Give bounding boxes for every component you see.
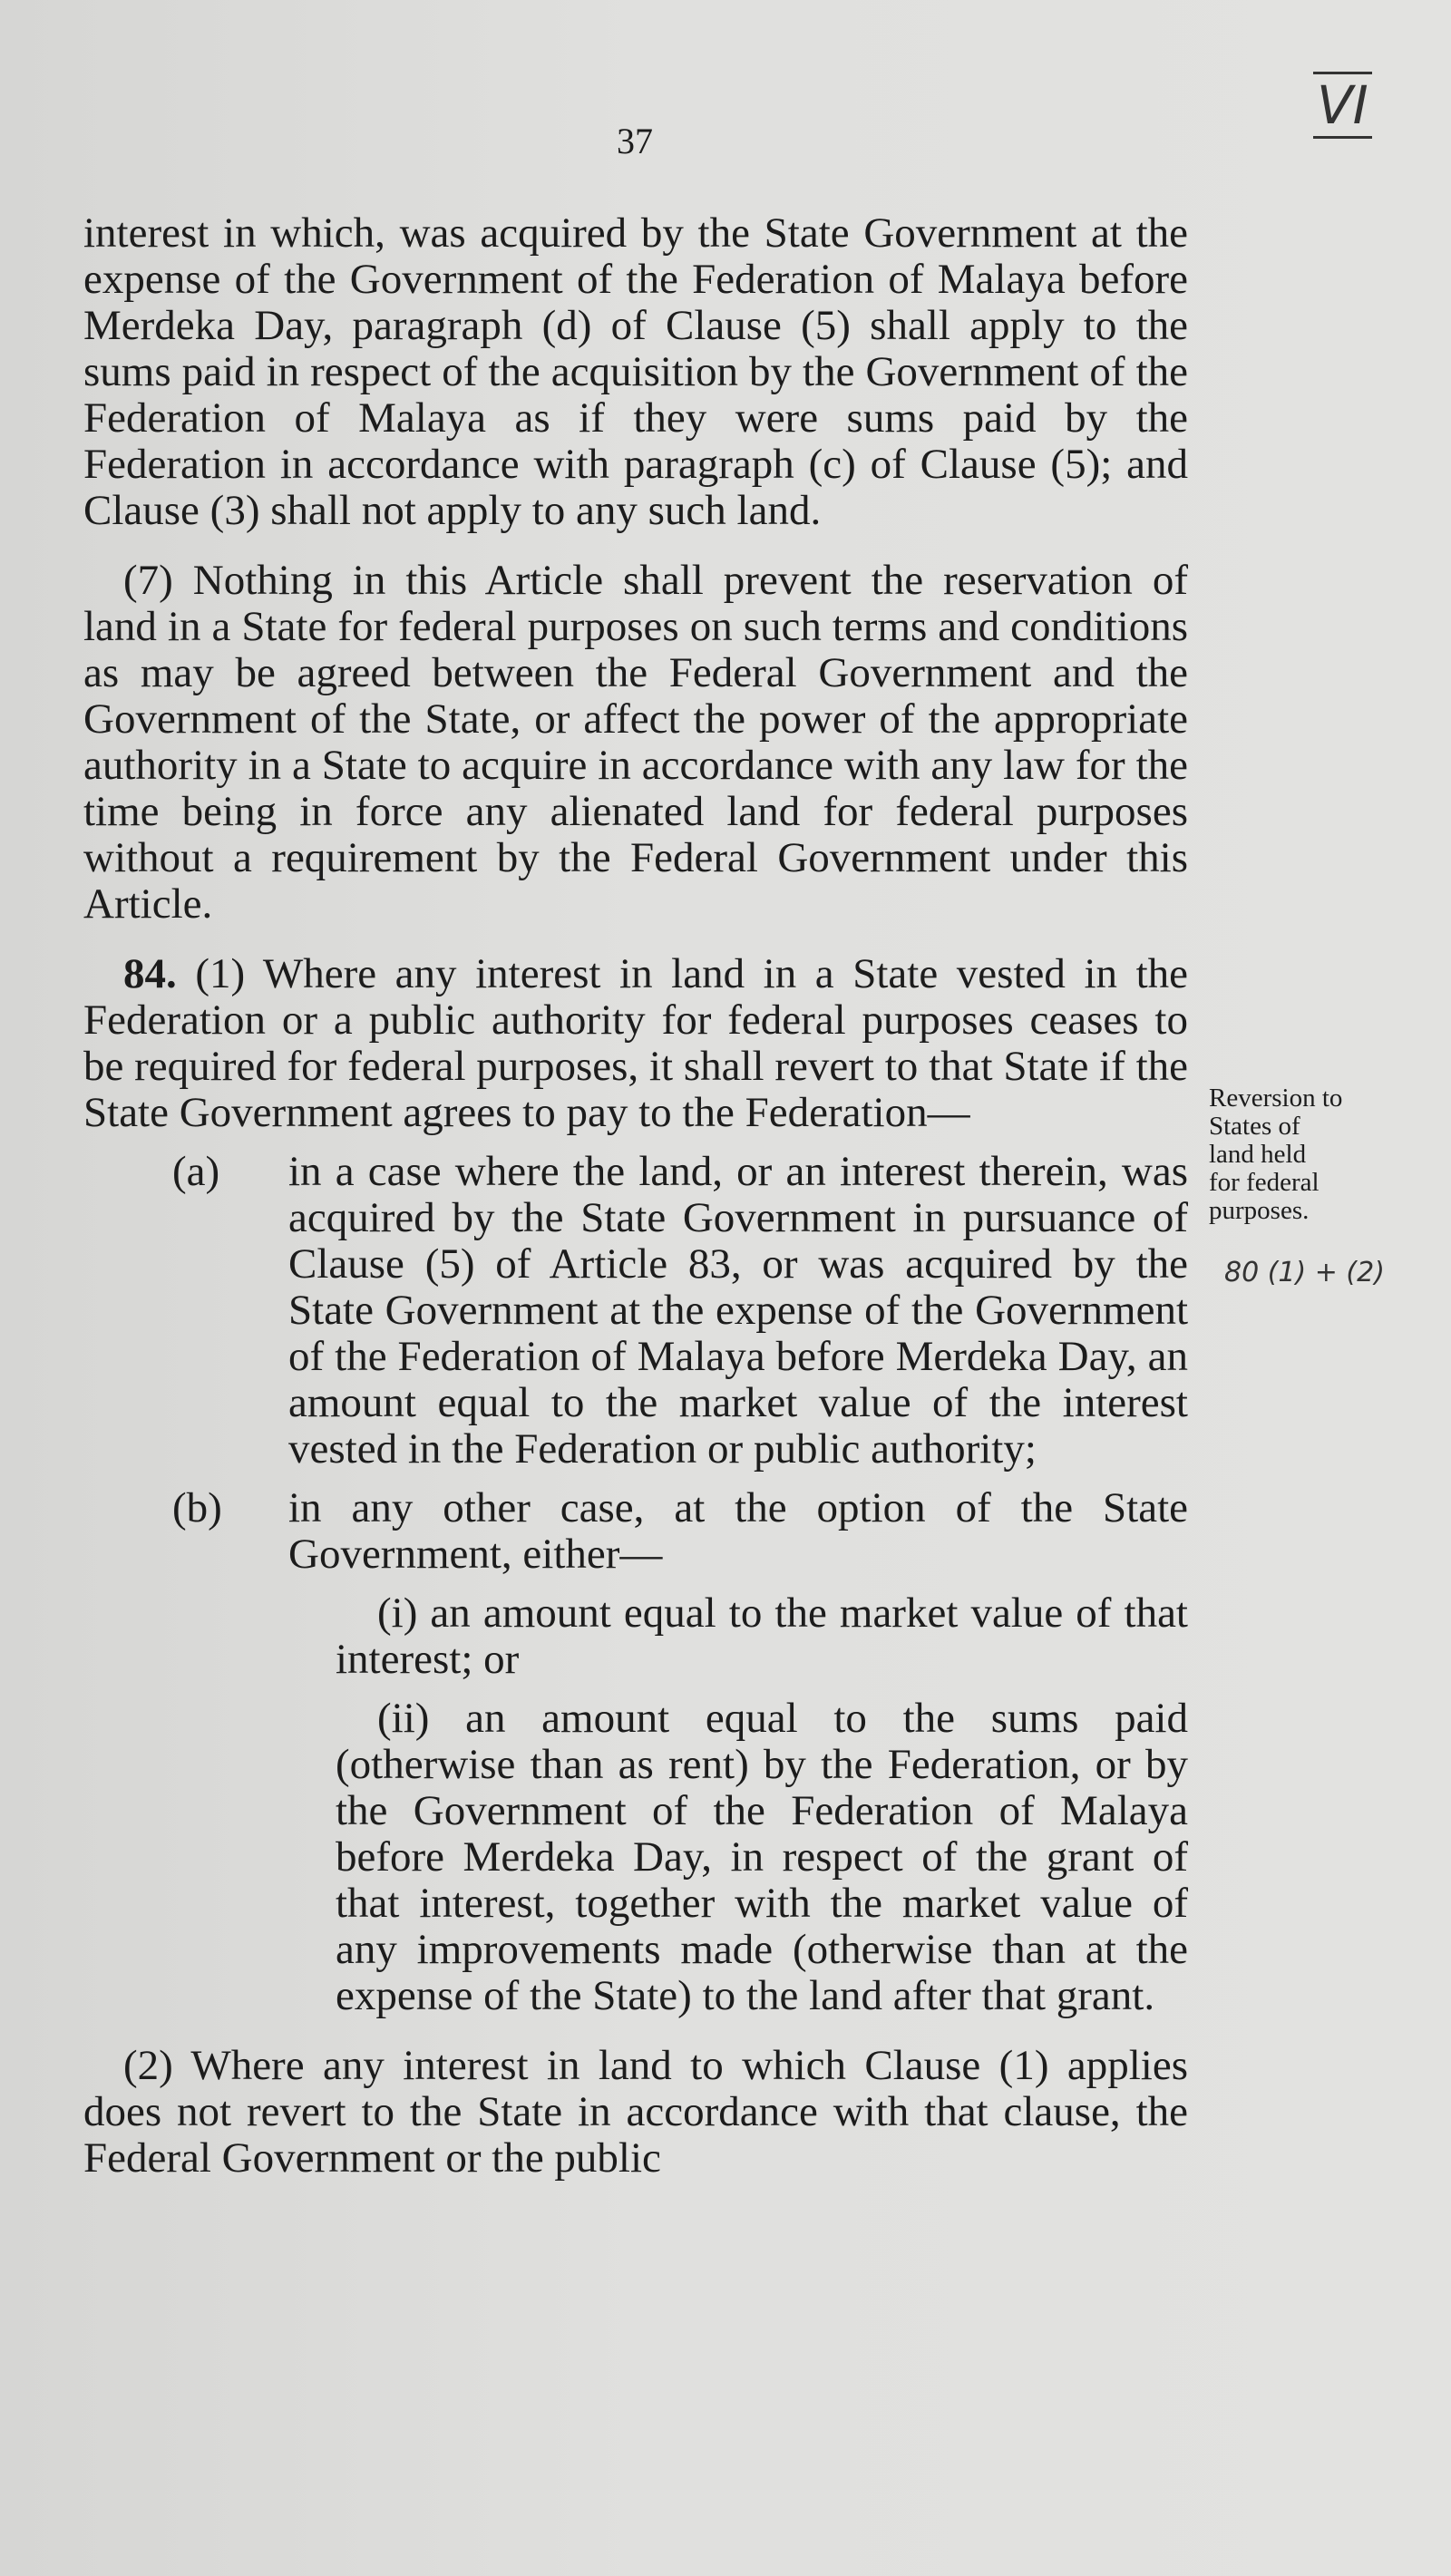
clause-b-text: in any other case, at the option of the State Government, either— — [288, 1484, 1188, 1578]
margin-note-line: Reversion to — [1209, 1084, 1343, 1113]
handwritten-roman-numeral — [1313, 74, 1372, 136]
clause-a-text: in a case where the land, or an interest therein, was acquired by the State Government in pursuance of Clause (5) of Article 83, or was acquired by the State Government at the expense of the Government of the Federation of Malaya before Merdeka Day, an amount equal to the market value of the interest vested in the Federation or public authority; — [288, 1148, 1188, 1473]
handwritten-margin-reference: 80 (1) + (2) — [1224, 1257, 1385, 1288]
margin-note-line: for federal — [1209, 1168, 1320, 1197]
clause-2-paragraph: (2) Where any interest in land to which Clause (1) applies does not revert to the State in accordance with that clause, the Federal Government or the public — [83, 2042, 1188, 2182]
page-number: 37 — [617, 121, 653, 161]
paragraph-continuation: interest in which, was acquired by the State Government at the expense of the Government of the Federation of Malaya before Merdeka Day, paragraph (d) of Clause (5) shall apply to the sums paid in respect of the acquisition by the Government of the Federation of Malaya as if they were sums paid by the Federation in accordance with paragraph (c) of Clause (5); and Clause (3) shall not apply to any such land. — [83, 209, 1188, 534]
sub-clause-ii-text: (ii) an amount equal to the sums paid (otherwise than as rent) by the Federation, or by the Government of the Federation of Malaya before Merdeka Day, in respect of the grant of that interest, together with the market value of any improvements made (otherwise than at the expense of the State) to the land after that grant. — [336, 1695, 1188, 2019]
clause-a-label: (a) — [172, 1148, 220, 1195]
sub-clause-i-text: (i) an amount equal to the market value of that interest; or — [336, 1589, 1188, 1683]
margin-note-line: purposes. — [1209, 1196, 1310, 1225]
body-text — [83, 210, 1188, 2182]
clause-7-paragraph: (7) Nothing in this Article shall prevent the reservation of land in a State for federal purposes on such terms and conditions as may be agreed between the Federal Government and the Government of the State, or affect the power of the appropriate authority in a State to acquire in accordance with any law for the time being in force any alienated land for federal purposes without a requirement by the Federal Government under this Article. — [83, 557, 1188, 928]
margin-note — [1209, 1084, 1417, 1225]
article-84-intro-text: (1) Where any interest in land in a State vested in the Federation or a public authority for federal purposes ceases to be required for federal purposes, it shall revert to that State if the State Government agrees to pay to the Federation— — [83, 950, 1188, 1136]
clause-b-label: (b) — [172, 1484, 222, 1531]
clause-b — [83, 1485, 1188, 1578]
margin-note-line: land held — [1209, 1140, 1307, 1169]
handwritten-mark-text: VI — [1313, 72, 1372, 139]
margin-note-line: States of — [1209, 1112, 1300, 1141]
article-number: 84. — [123, 950, 177, 997]
sub-clause-ii — [83, 1696, 1188, 2019]
clause-a — [83, 1149, 1188, 1473]
article-84-clause-1 — [83, 951, 1188, 1136]
sub-clause-i — [83, 1590, 1188, 1683]
